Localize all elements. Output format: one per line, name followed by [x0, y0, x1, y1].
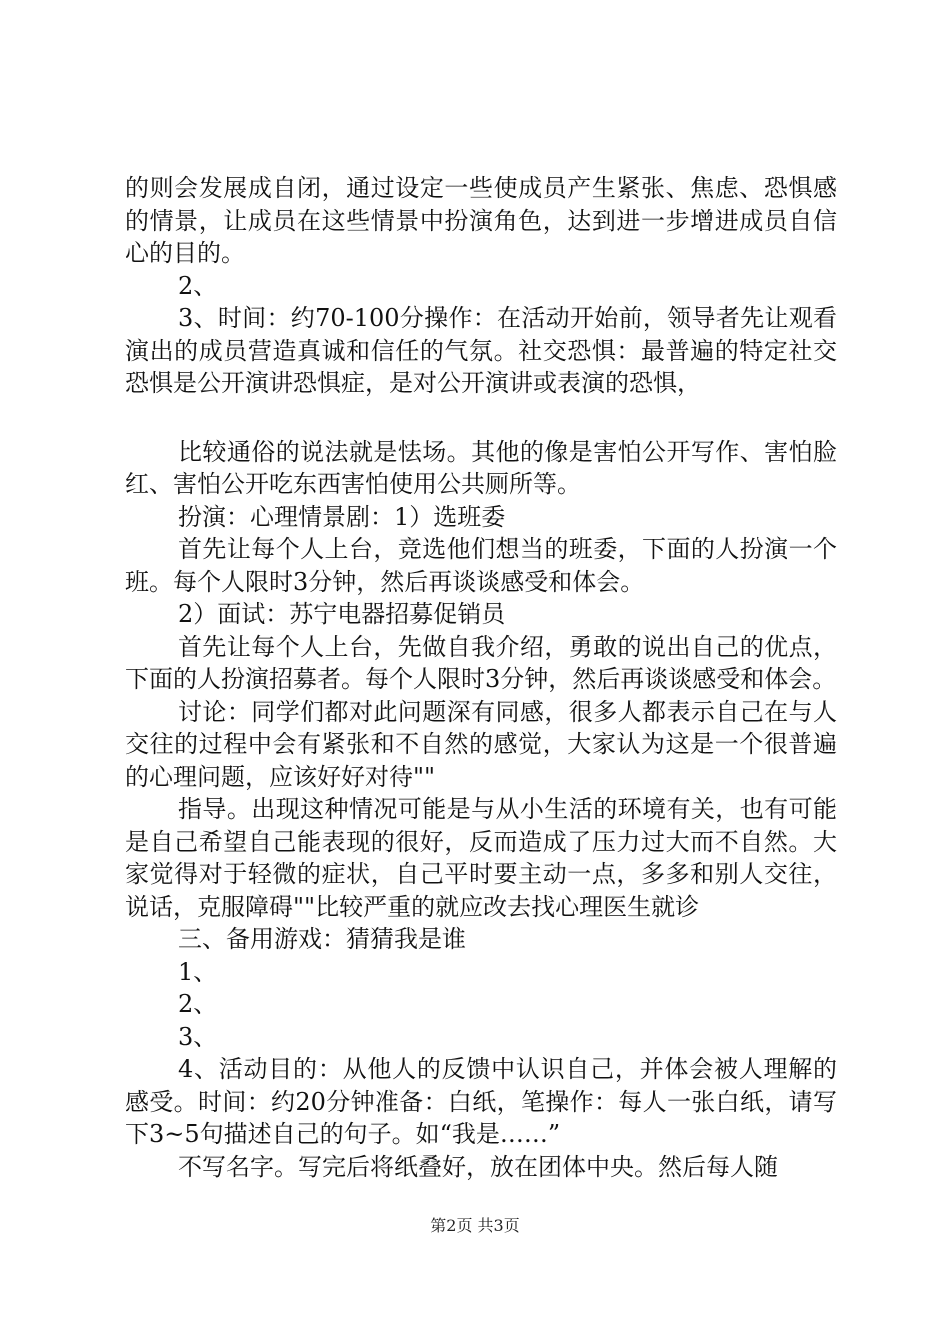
page-footer: 第2页 共3页: [430, 1216, 520, 1235]
paragraph-16: 不写名字。写完后将纸叠好，放在团体中央。然后每人随: [178, 1152, 778, 1181]
paragraph-13: 2、: [178, 990, 218, 1018]
paragraph-5: 扮演：心理情景剧：1）选班委: [178, 502, 506, 531]
document-body: [125, 172, 837, 1183]
paragraph-7: 2）面试：苏宁电器招募促销员: [178, 600, 506, 628]
paragraph-15: 4、活动目的：从他人的反馈中认识自己，并体会被人理解的感受。时间：约20分钟准备：白纸，笔操作：每人一张白纸，请写下3~5句描述自己的句子。如“我是……”: [125, 1055, 837, 1148]
paragraph-10: 指导。出现这种情况可能是与从小生活的环境有关，也有可能是自己希望自己能表现的很好，反而造成了压力过大而不自然。大家觉得对于轻微的症状，自己平时要主动一点，多多和别人交往，说话，克服障碍""比较严重的就应改去找心理医生就诊: [125, 795, 837, 921]
paragraph-2: 2、: [178, 271, 218, 300]
paragraph-8: 首先让每个人上台，先做自我介绍，勇敢的说出自己的优点，下面的人扮演招募者。每个人限时3分钟，然后再谈谈感受和体会。: [125, 632, 837, 693]
paragraph-11: 三、备用游戏：猜猜我是谁: [178, 925, 466, 953]
paragraph-1: 的则会发展成自闭，通过设定一些使成员产生紧张、焦虑、恐惧感的情景，让成员在这些情景中扮演角色，达到进一步增进成员自信心的目的。: [125, 174, 837, 267]
paragraph-6: 首先让每个人上台，竞选他们想当的班委，下面的人扮演一个班。每个人限时3分钟，然后再谈谈感受和体会。: [125, 535, 837, 596]
paragraph-3: 3、时间：约70-100分操作：在活动开始前，领导者先让观看演出的成员营造真诚和信任的气氛。社交恐惧：最普遍的特定社交恐惧是公开演讲恐惧症，是对公开演讲或表演的恐惧，: [125, 304, 837, 397]
paragraph-9: 讨论：同学们都对此问题深有同感，很多人都表示自己在与人交往的过程中会有紧张和不自然的感觉，大家认为这是一个很普遍的心理问题，应该好好对待"": [125, 697, 837, 791]
paragraph-12: 1、: [178, 957, 218, 986]
paragraph-14: 3、: [178, 1022, 218, 1051]
paragraph-4: 比较通俗的说法就是怯场。其他的像是害怕公开写作、害怕脸红、害怕公开吃东西害怕使用公共厕所等。: [125, 437, 837, 498]
